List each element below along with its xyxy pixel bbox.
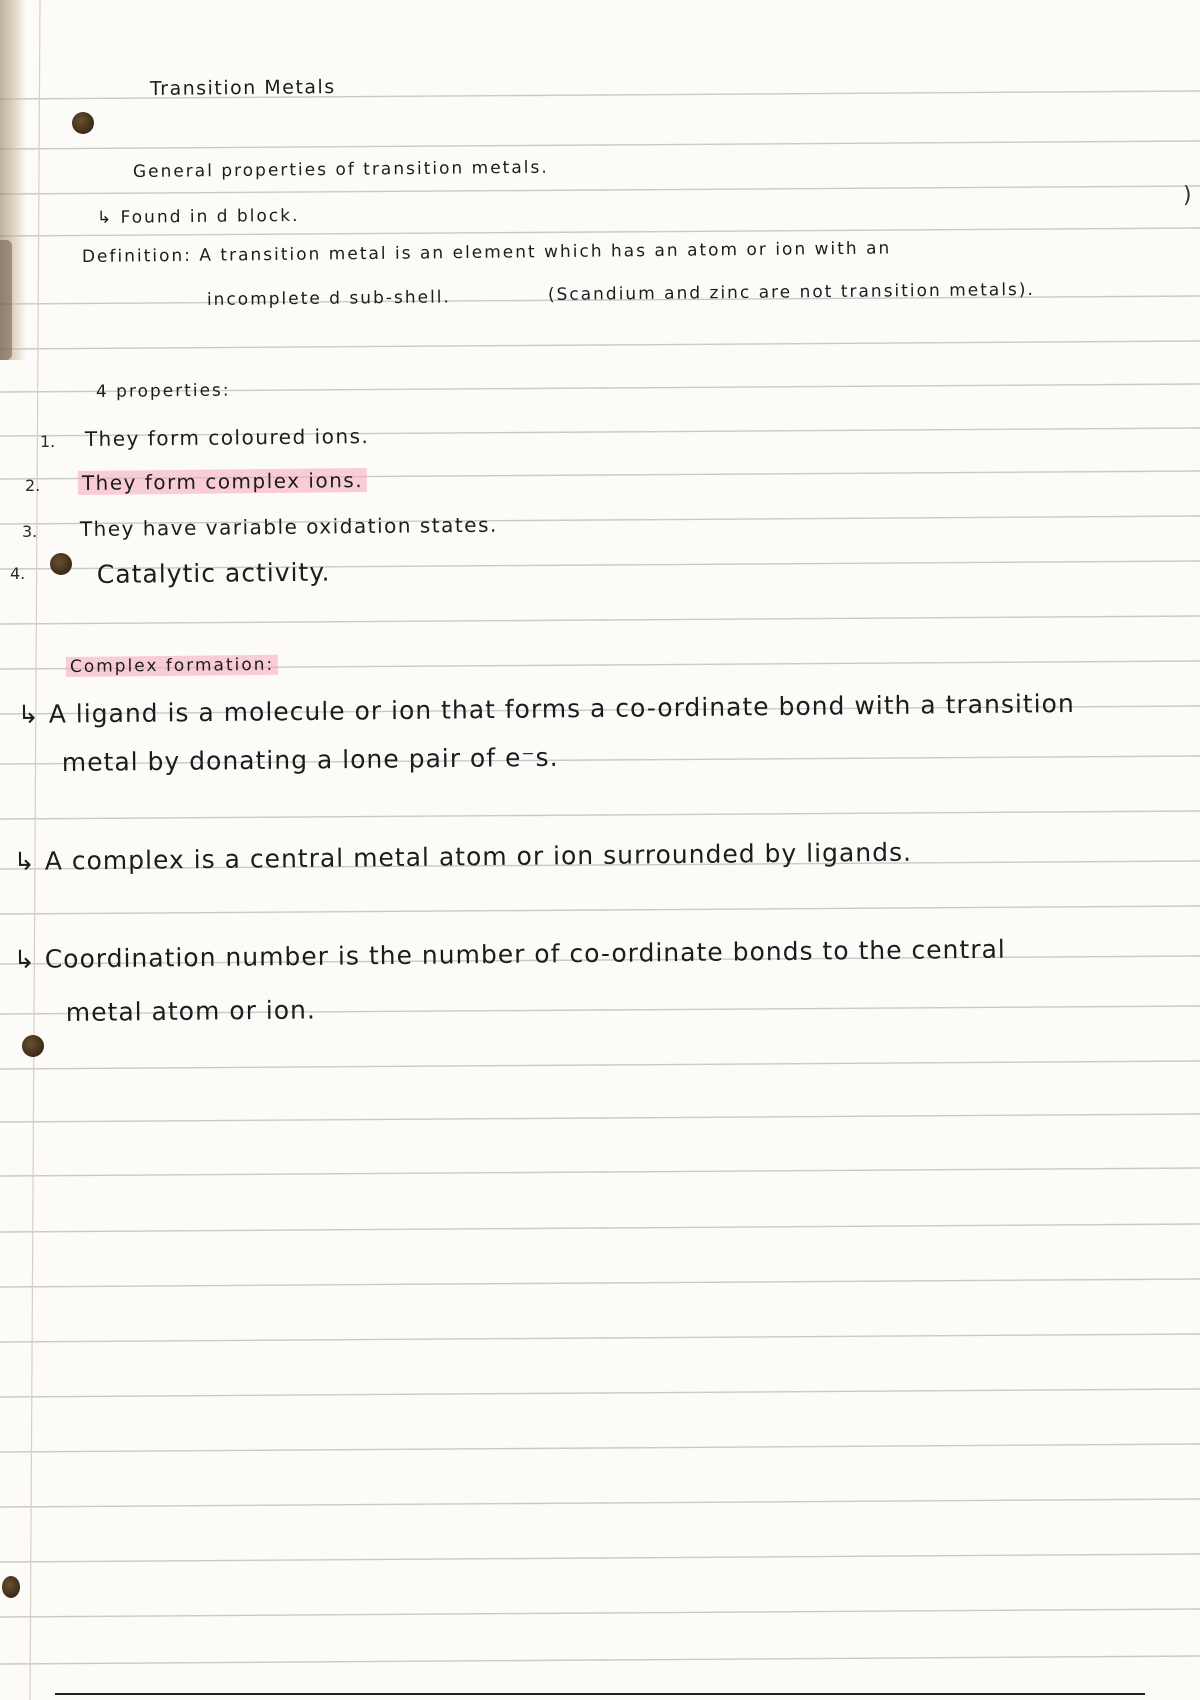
page-title: Transition Metals [149, 76, 336, 100]
ruled-line [0, 228, 1200, 236]
ruled-line [0, 1114, 1200, 1122]
property-number: 2. [25, 476, 41, 495]
property-number: 4. [10, 564, 26, 583]
definition-note: (Scandium and zinc are not transition metals). [547, 279, 1036, 305]
ruled-line [0, 906, 1200, 914]
ruled-line [0, 1279, 1200, 1287]
pink-highlight: Complex formation: [66, 655, 279, 677]
bottom-edge-line [55, 1693, 1145, 1695]
punch-hole-icon [72, 112, 94, 134]
property-item-3: They have variable oxidation states. [79, 512, 498, 541]
properties-heading: 4 properties: [95, 380, 231, 402]
ligand-definition-line-1: ↳ A ligand is a molecule or ion that forms a co-ordinate bond with a transition [17, 688, 1075, 729]
property-item-1: They form coloured ions. [84, 424, 370, 451]
found-in-d-block: ↳ Found in d block. [96, 205, 300, 228]
ruled-line [0, 1389, 1200, 1397]
general-properties-heading: General properties of transition metals. [132, 157, 549, 182]
property-number: 3. [22, 522, 38, 541]
ruled-line [0, 1554, 1200, 1562]
ruled-line [0, 1609, 1200, 1617]
definition-line-1: Definition: A transition metal is an element which has an atom or ion with an [81, 238, 892, 267]
punch-hole-icon [2, 1576, 20, 1598]
complex-definition: ↳ A complex is a central metal atom or ion surrounded by ligands. [13, 837, 913, 876]
ruled-line [0, 1499, 1200, 1507]
ruled-line [0, 141, 1200, 149]
property-item-2 [78, 468, 367, 495]
ruled-line [0, 811, 1200, 819]
coordination-number-line-2: metal atom or ion. [65, 995, 317, 1027]
property-item-4: Catalytic activity. [96, 557, 331, 589]
punch-hole-icon [50, 553, 72, 575]
punch-hole-icon [22, 1035, 44, 1057]
ruled-line [0, 616, 1200, 624]
margin-bracket-mark: ) [1183, 183, 1192, 208]
ruled-line [0, 1656, 1200, 1664]
ruled-line [0, 1334, 1200, 1342]
ruled-line [0, 1444, 1200, 1452]
ruled-line [0, 341, 1200, 349]
pink-highlight: They form complex ions. [78, 468, 367, 495]
complex-formation-heading [66, 655, 279, 677]
ligand-definition-line-2: metal by donating a lone pair of e⁻s. [61, 742, 559, 777]
coordination-number-line-1: ↳ Coordination number is the number of co-ordinate bonds to the central [13, 934, 1006, 974]
ruled-line [0, 186, 1200, 194]
ruled-line [0, 1224, 1200, 1232]
property-number: 1. [40, 432, 56, 451]
page-binding-edge [0, 240, 12, 360]
ruled-line [0, 1061, 1200, 1069]
definition-line-2: incomplete d sub-shell. [206, 287, 451, 310]
ruled-line [0, 1168, 1200, 1176]
